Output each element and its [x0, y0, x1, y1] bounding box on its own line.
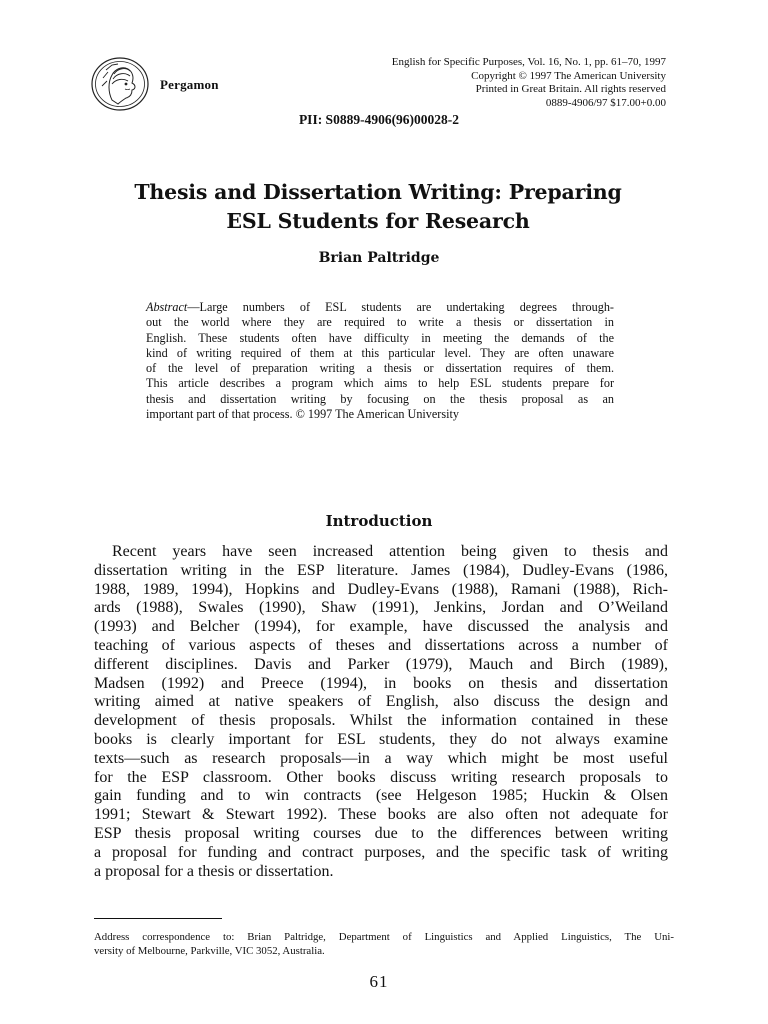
paragraph-line: different disciplines. Davis and Parker (1979), Mauch and Birch (1989), — [94, 655, 668, 673]
abstract-line: kind of writing required of them at this particular level. They are often unaware — [146, 345, 614, 360]
paragraph-line: development of thesis proposals. Whilst the information contained in these — [94, 712, 668, 730]
paragraph-line: books is clearly important for ESL students, they do not always examine — [94, 730, 668, 748]
paragraph-line: (1993) and Belcher (1994), for example, have discussed the analysis and — [94, 618, 668, 636]
abstract-line: important part of that process. © 1997 The American University — [146, 407, 459, 422]
abstract-line: thesis and dissertation writing by focusing on the thesis proposal as an — [146, 391, 614, 406]
publisher-emblem-icon — [90, 56, 150, 112]
paragraph-line: texts—such as research proposals—in a way which might be most useful — [94, 749, 668, 767]
paragraph-line: a proposal for funding and contract purposes, and the specific task of writing — [94, 843, 668, 861]
section-heading: Introduction — [325, 512, 433, 530]
paragraph-line: teaching of various aspects of theses and dissertations across a number of — [94, 636, 668, 654]
abstract-line: This article describes a program which aims to help ESL students prepare for — [146, 376, 614, 391]
page-number: 61 — [369, 972, 389, 991]
paragraph-line: ards (1988), Swales (1990), Shaw (1991), Jenkins, Jordan and O’Weiland — [94, 599, 668, 617]
paragraph-line: 1988, 1989, 1994), Hopkins and Dudley-Evans (1988), Ramani (1988), Rich- — [94, 580, 668, 598]
abstract — [146, 300, 614, 422]
paragraph-line: 1991; Stewart & Stewart 1992). These books are also often not adequate for — [94, 806, 668, 824]
abstract-label: Abstract — [146, 300, 188, 314]
footnote-line: versity of Melbourne, Parkville, VIC 3052, Australia. — [94, 945, 325, 957]
publisher-name: Pergamon — [160, 77, 219, 92]
article-title — [0, 178, 768, 236]
paragraph-line: ESP thesis proposal writing courses due to the differences between writing — [94, 824, 668, 842]
paragraph-line: dissertation writing in the ESP literature. James (1984), Dudley-Evans (1986, — [94, 561, 668, 579]
title-line: Thesis and Dissertation Writing: Preparing — [134, 180, 622, 204]
paragraph-line: Recent years have seen increased attention being given to thesis and — [112, 543, 668, 560]
title-line: ESL Students for Research — [226, 209, 530, 233]
author-name: Brian Paltridge — [318, 250, 440, 266]
pii-identifier: PII: S0889-4906(96)00028-2 — [298, 112, 460, 127]
abstract-line: of the level of preparation writing a thesis or dissertation requires of them. — [146, 361, 614, 376]
paragraph-line: writing aimed at native speakers of English, also discuss the design and — [94, 693, 668, 711]
footnote — [94, 930, 674, 958]
paragraph-line: a proposal for a thesis or dissertation. — [94, 862, 334, 880]
paragraph-line: for the ESP classroom. Other books discuss writing research proposals to — [94, 768, 668, 786]
journal-line: English for Specific Purposes, Vol. 16, No. 1, pp. 61–70, 1997 — [391, 56, 666, 68]
footnote-line: Address correspondence to: Brian Paltridge, Department of Linguistics and Applied Linguistics, The Uni- — [94, 931, 674, 943]
abstract-line: out the world where they are required to write a thesis or dissertation in — [146, 315, 614, 330]
abstract-line — [146, 300, 614, 315]
paragraph-line: Madsen (1992) and Preece (1994), in books on thesis and dissertation — [94, 674, 668, 692]
footnote-divider — [94, 918, 222, 919]
journal-line: Printed in Great Britain. All rights reserved — [475, 83, 666, 95]
abstract-line: English. These students often have difficulty in meeting the demands of the — [146, 330, 614, 345]
journal-line: 0889-4906/97 $17.00+0.00 — [545, 96, 666, 109]
journal-citation — [306, 56, 666, 110]
paragraph-line: gain funding and to win contracts (see Helgeson 1985; Huckin & Olsen — [94, 787, 668, 805]
abstract-first-line: —Large numbers of ESL students are undertaking degrees through- — [187, 300, 614, 314]
journal-line: Copyright © 1997 The American University — [471, 69, 666, 82]
introduction-paragraph — [94, 543, 668, 881]
